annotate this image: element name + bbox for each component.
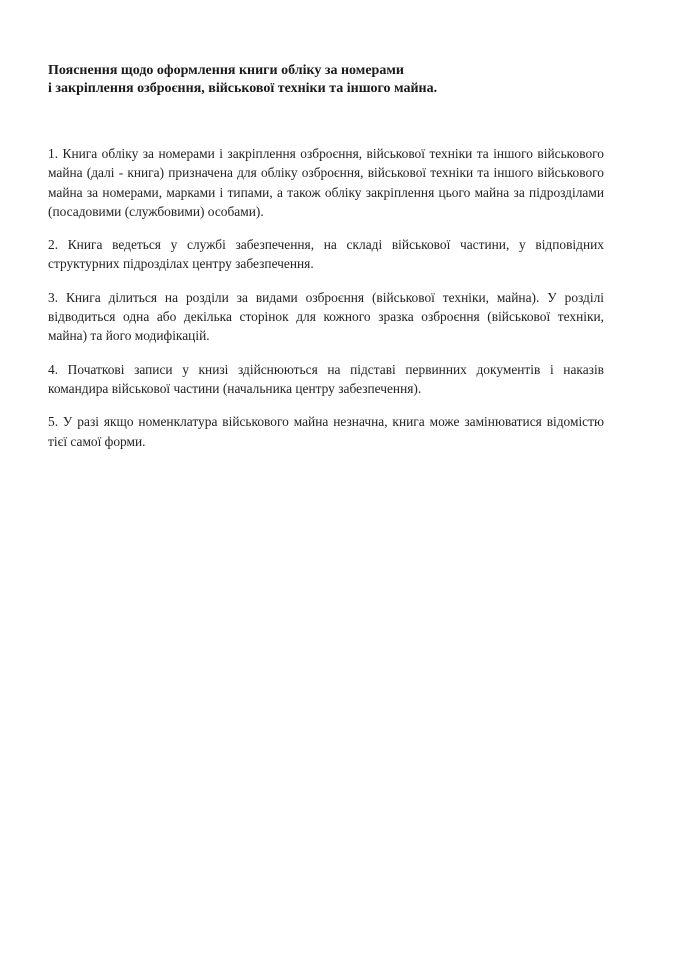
title-line-2: і закріплення озброєння, військової техніки та іншого майна. — [48, 81, 438, 96]
paragraph-line: 3. Книга ділиться на розділи за видами озброєння (військової техніки, майна). У розділі — [48, 289, 604, 305]
paragraph-line: 2. Книга ведеться у службі забезпечення, на складі військової частини, у відповідних — [48, 237, 604, 253]
paragraph-line: тієї самої форми. — [48, 433, 146, 449]
paragraph-line: майна за номерами, марками і типами, а також обліку закріплення цього майна за підрозділами — [48, 184, 604, 200]
title-line-1: Пояснення щодо оформлення книги обліку за номерами — [48, 63, 404, 78]
list-item — [48, 288, 604, 346]
paragraph-line: структурних підрозділах центру забезпечення. — [48, 256, 314, 272]
list-item — [48, 360, 604, 399]
paragraph-line: майна) та його модифікацій. — [48, 328, 210, 344]
paragraph-line: 1. Книга обліку за номерами і закріплення озброєння, військової техніки та іншого військового — [48, 146, 604, 161]
explanation-list — [48, 144, 604, 465]
list-item — [48, 144, 604, 221]
paragraph-line: 5. У разі якщо номенклатура військового майна незначна, книга може замінюватися відомістю — [48, 414, 604, 430]
paragraph-line: майна (далі - книга) призначена для обліку озброєння, військової техніки та іншого військового — [48, 165, 604, 181]
paragraph-line: (посадовими (службовими) особами). — [48, 203, 264, 219]
list-item — [48, 235, 604, 274]
document-title — [48, 62, 638, 98]
paragraph-line: 4. Початкові записи у книзі здійснюються на підставі первинних документів і наказів — [48, 361, 604, 377]
paragraph-line: командира військової частини (начальника центру забезпечення). — [48, 380, 422, 396]
paragraph-line: відводиться одна або декілька сторінок для кожного зразка озброєння (військової техніки, — [48, 309, 604, 325]
list-item — [48, 412, 604, 451]
